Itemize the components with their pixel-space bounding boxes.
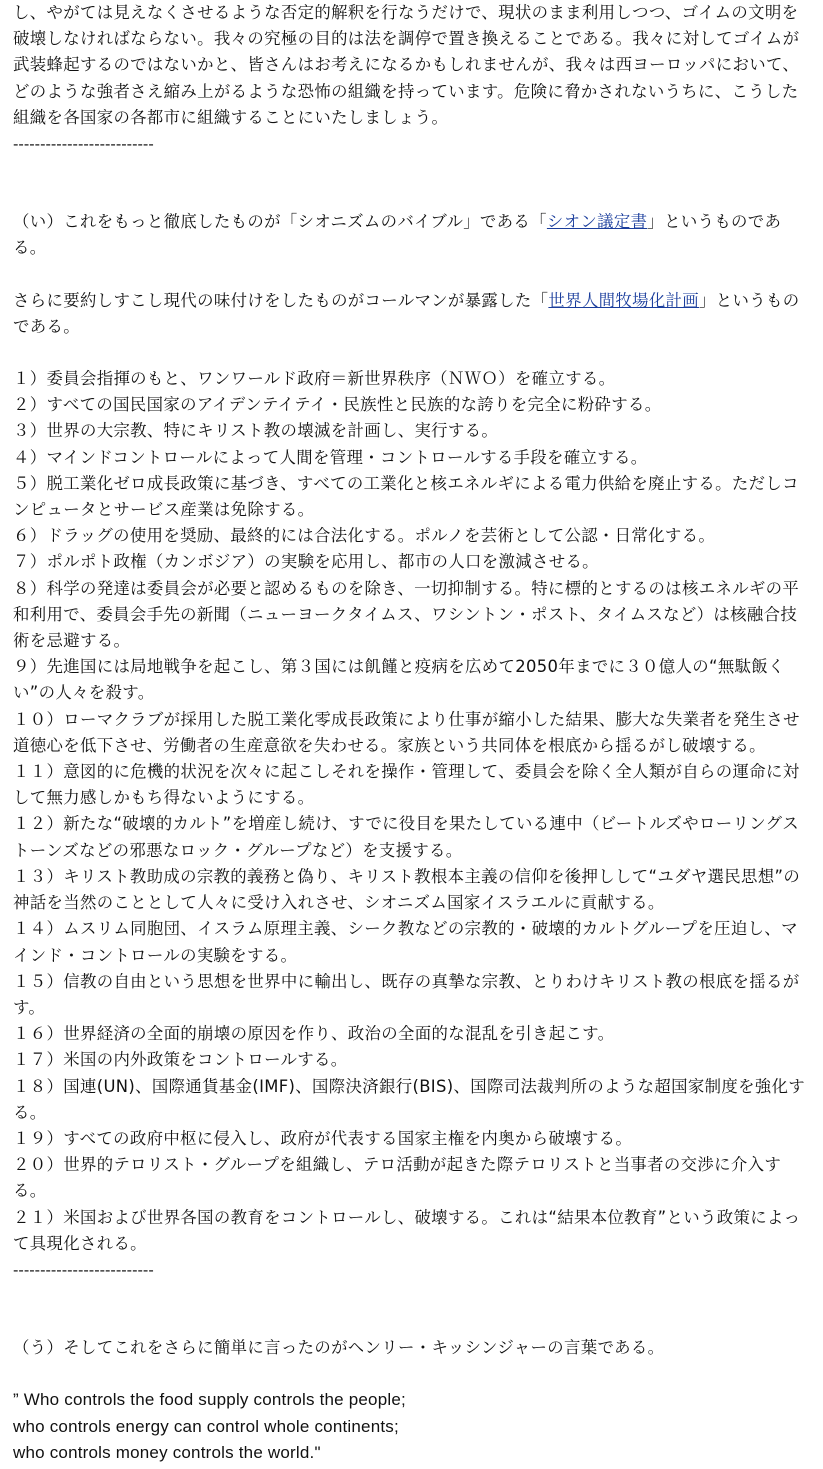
list-item: ９）先進国には局地戦争を起こし、第３国には飢饉と疫病を広めて2050年までに３０億人の“無駄飯くい”の人々を殺す。 (13, 657, 785, 703)
list-item: １３）キリスト教助成の宗教的義務と偽り、キリスト教根本主義の信仰を後押しして“ユダヤ選民思想”の神話を当然のこととして人々に受け入れさせ、シオニズム国家イスラエルに貢献する。 (13, 866, 801, 913)
section-i-paragraph (13, 209, 810, 261)
quote-line: ” Who controls the food supply controls the people; (13, 1390, 406, 1410)
section-i-b-prefix: さらに要約しすこし現代の味付けをしたものがコールマンが暴露した「 (13, 290, 549, 310)
list-item: ６）ドラッグの使用を奨励、最終的には合法化する。ポルノを芸術として公認・日常化する。 (13, 526, 716, 546)
kissinger-quote (13, 1387, 810, 1466)
quote-line: who controls money controls the world." (13, 1442, 321, 1462)
list-item: ２）すべての国民国家のアイデンテイテイ・民族性と民族的な誇りを完全に粉砕する。 (13, 395, 662, 415)
section-i-b-paragraph (13, 288, 810, 340)
list-item: ２０）世界的テロリスト・グループを組織し、テロ活動が起きた際テロリストと当事者の交渉に介入する。 (13, 1155, 782, 1201)
quote-line: who controls energy can control whole continents; (13, 1416, 399, 1436)
list-item: １６）世界経済の全面的崩壊の原因を作り、政治の全面的な混乱を引き起こす。 (13, 1024, 615, 1044)
list-item: １）委員会指揮のもと、ワンワールド政府＝新世界秩序（ＮＷＯ）を確立する。 (13, 369, 616, 389)
list-item: ３）世界の大宗教、特にキリスト教の壊滅を計画し、実行する。 (13, 421, 499, 441)
list-item: ７）ポルポト政権（カンボジア）の実験を応用し、都市の人口を激減させる。 (13, 552, 599, 572)
spacer (13, 340, 810, 366)
numbered-list (13, 366, 810, 1257)
section-i-suffix: 」というものである。 (13, 212, 782, 258)
list-item: ５）脱工業化ゼロ成長政策に基づき、すべての工業化と核エネルギによる電力供給を廃止する。ただしコンピュータとサービス産業は免除する。 (13, 473, 799, 520)
human-ranch-plan-link[interactable]: 世界人間牧場化計画 (548, 290, 700, 310)
list-item: ８）科学の発達は委員会が必要と認めるものを除き、一切抑制する。特に標的とするのは核エネルギの平和利用で、委員会手先の新聞（ニューヨークタイムス、ワシントン・ポスト、タイムスなど）は核融合技術を忌避する。 (13, 578, 800, 651)
list-item: １２）新たな“破壊的カルト”を増産し続け、すでに役目を果たしている連中（ビートルズやローリングストーンズなどの邪悪なロック・グループなど）を支援する。 (13, 814, 799, 860)
list-item: １０）ローマクラブが採用した脱工業化零成長政策により仕事が縮小した結果、膨大な失業者を発生させ道徳心を低下させ、労働者の生産意欲を失わせる。家族という共同体を根底から揺るがし破壊する。 (13, 709, 800, 755)
list-item: １４）ムスリム同胞団、イスラム原理主義、シーク教などの宗教的・破壊的カルトグループを圧迫し、マインド・コントロールの実験をする。 (13, 919, 798, 965)
list-item: ４）マインドコントロールによって人間を管理・コントロールする手段を確立する。 (13, 447, 648, 467)
spacer (13, 262, 810, 288)
spacer (13, 1361, 810, 1387)
list-item: １９）すべての政府中枢に侵入し、政府が代表する国家主権を内奥から破壊する。 (13, 1128, 633, 1148)
list-item: １５）信教の自由という思想を世界中に輸出し、既存の真摯な宗教、とりわけキリスト教の根底を揺るがす。 (13, 971, 800, 1017)
list-item: １７）米国の内外政策をコントロールする。 (13, 1050, 348, 1070)
list-item: １８）国連(UN)、国際通貨基金(IMF)、国際決済銀行(BIS)、国際司法裁判所のような超国家制度を強化する。 (13, 1076, 806, 1122)
intro-paragraph: し、やがては見えなくさせるような否定的解釈を行なうだけで、現状のまま利用しつつ、ゴイムの文明を破壊しなければならない。我々の究極の目的は法を調停で置き換えることである。我々に対してゴイムが武装蜂起するのではないかと、皆さんはお考えになるかもしれませんが、我々は西ヨーロッパにおいて、どのような強者さえ縮み上がるような恐怖の組織を持っています。危険に脅かされないうちに、こうした組織を各国家の各都市に組織することにいたしましょう。 (13, 3, 800, 127)
section-i-prefix: （い）これをもっと徹底したものが「シオニズムのバイブル」である「 (13, 212, 547, 232)
spacer (13, 157, 810, 209)
protocols-link[interactable]: シオン議定書 (546, 212, 648, 232)
separator-line: -------------------------- (13, 135, 154, 154)
list-item: １１）意図的に危機的状況を次々に起こしそれを操作・管理して、委員会を除く全人類が自らの運命に対して無力感しかもち得ないようにする。 (13, 762, 800, 808)
spacer (13, 1283, 810, 1335)
section-i-b-suffix: 」というものである。 (13, 290, 800, 336)
separator-line: -------------------------- (13, 1260, 154, 1279)
list-item: ２１）米国および世界各国の教育をコントロールし、破壊する。これは“結果本位教育”という政策によって具現化される。 (13, 1207, 801, 1253)
section-u-paragraph: （う）そしてこれをさらに簡単に言ったのがヘンリー・キッシンジャーの言葉である。 (13, 1338, 665, 1358)
